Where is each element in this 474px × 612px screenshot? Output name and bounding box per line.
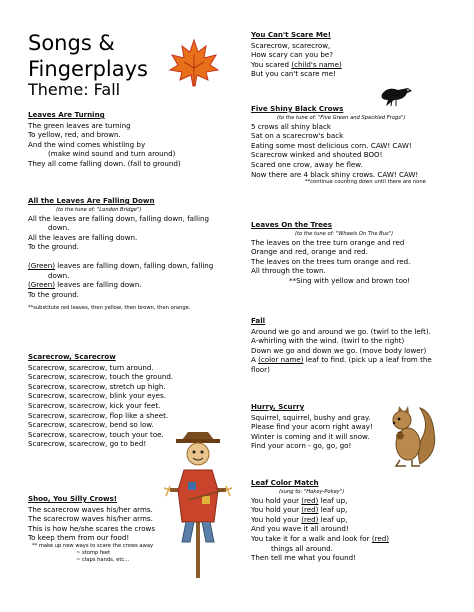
lyric-line: Winter is coming and it will snow.	[251, 431, 370, 441]
lyric-line	[251, 534, 389, 544]
heading: Leaf Color Match	[251, 478, 319, 487]
section-shoo-crows	[28, 494, 155, 564]
lyric-line: Scarecrow winked and shouted BOO!	[251, 150, 383, 160]
tune-note: (to the tune of: "Wheels On The Bus")	[295, 230, 394, 237]
section-five-crows	[251, 104, 426, 186]
heading: Scarecrow, Scarecrow	[28, 352, 116, 361]
blank: (red)	[301, 495, 319, 505]
lyric-text: You hold your	[251, 495, 302, 505]
note: ** make up new ways to scare the crows away	[32, 542, 154, 549]
lyric-line: Scarecrow, scarecrow, kick your feet.	[28, 400, 161, 410]
note: **Sing with yellow and brown too!	[289, 275, 411, 285]
lyric-line: They all come falling down. (fall to ground)	[28, 158, 181, 168]
lyric-line: Squirrel, squirrel, bushy and gray.	[251, 412, 371, 422]
heading: Five Shiny Black Crows	[251, 104, 344, 113]
lyric-text: You hold your	[251, 514, 302, 524]
lyric-line: To the ground.	[28, 242, 79, 252]
lyric-line: All the leaves are falling down, falling down, falling	[28, 213, 209, 223]
note: **substitute red leaves, then yellow, then brown, then orange.	[28, 305, 191, 312]
heading: Shoo, You Silly Crows!	[28, 494, 118, 503]
lyric-line	[251, 496, 389, 506]
heading: Fall	[251, 316, 266, 325]
blank: (red)	[301, 505, 319, 515]
lyric-line: This is how he/she scares the crows	[28, 523, 156, 533]
lyric-line: Scarecrow, scarecrow, blink your eyes.	[28, 391, 166, 401]
section-fall	[251, 316, 432, 375]
lyric-line	[251, 60, 342, 70]
lyric-line: floor)	[251, 364, 270, 374]
lyric-line: Scarecrow, scarecrow, bend so low.	[28, 420, 154, 430]
note: ~ stomp feet	[76, 549, 111, 556]
lyric-line: down.	[48, 270, 70, 280]
lyric-line: The scarecrow waves his/her arms.	[28, 514, 153, 524]
lyric-text: You hold your	[251, 505, 302, 515]
lyric-line	[28, 280, 213, 290]
section-all-leaves-falling	[28, 196, 213, 312]
heading: You Can't Scare Me!	[251, 30, 331, 39]
lyric-line: A-whirling with the wind. (twirl to the right)	[251, 336, 405, 346]
lyric-line: How scary can you be?	[251, 50, 333, 60]
lyric-line	[251, 505, 389, 515]
lyric-line: Then tell me what you found!	[251, 553, 356, 563]
lyric-line: The leaves on the tree turn orange and red	[251, 237, 405, 247]
lyric-text: You take it for a walk and look for	[251, 533, 372, 543]
lyric-line: Scarecrow, scarecrow, touch your toe.	[28, 429, 164, 439]
lyric-text: leaf to find. (pick up a leaf from the	[303, 355, 432, 365]
lyric-line: Sat on a scarecrow's back	[251, 131, 344, 141]
lyric-text: leaf up,	[318, 505, 348, 515]
lyric-text: leaf up,	[318, 514, 348, 524]
lyric-line: All the leaves are falling down.	[28, 232, 138, 242]
lyric-line: Now there are 4 black shiny crows. CAW! CAW!	[251, 169, 419, 179]
title-line-1: Songs &	[28, 31, 115, 55]
note: **continue counting down until there are none	[305, 179, 426, 186]
lyric-line	[251, 515, 389, 525]
blank: (Green)	[28, 260, 56, 270]
lyric-text: leaf up,	[318, 495, 348, 505]
lyric-line: things all around.	[271, 543, 333, 553]
title-line-2: Fingerplays	[28, 57, 148, 81]
lyric-line: And the wind comes whistling by	[28, 139, 146, 149]
lyric-line: Scarecrow, scarecrow, flop like a sheet.	[28, 410, 169, 420]
lyric-line: To keep them from our food!	[28, 533, 130, 543]
lyric-line: Scarecrow, scarecrow, stretch up high.	[28, 381, 166, 391]
blank: (Green)	[28, 280, 56, 290]
section-hurry-scurry	[251, 402, 373, 451]
lyric-line: Please find your acorn right away!	[251, 422, 373, 432]
heading: All the Leaves Are Falling Down	[28, 196, 155, 205]
lyric-line: The scarecrow waves his/her arms.	[28, 504, 153, 514]
lyric-text: leaves are falling down, falling down, falling	[55, 260, 214, 270]
lyric-line: down.	[48, 223, 70, 233]
lyric-line: To yellow, red, and brown.	[28, 130, 121, 140]
lyric-line: Scarecrow, scarecrow, turn around.	[28, 362, 154, 372]
lyric-line: All through the town.	[251, 266, 326, 276]
lyric-line: And you wave it all around!	[251, 524, 349, 534]
lyric-line: Orange and red, orange and red.	[251, 247, 368, 257]
lyric-line: (make wind sound and turn around)	[48, 149, 176, 159]
lyric-line: 5 crows all shiny black	[251, 121, 332, 131]
note: ~ claps hands, etc...	[76, 556, 130, 563]
lyric-line: But you can't scare me!	[251, 69, 336, 79]
heading: Leaves Are Turning	[28, 110, 105, 119]
section-cant-scare	[251, 30, 342, 79]
heading: Hurry, Scurry	[251, 402, 305, 411]
blank: (red)	[371, 533, 389, 543]
squirrel-image	[386, 398, 440, 468]
lyric-line: Eating some most delicious corn. CAW! CAW!	[251, 140, 412, 150]
lyric-line: Scared one crow, away he flew.	[251, 159, 363, 169]
blank: (color name)	[258, 355, 304, 365]
lyric-line: Scarecrow, scarecrow, touch the ground.	[28, 372, 174, 382]
lyric-line	[28, 261, 213, 271]
lyric-line: Scarecrow, scarecrow, go to bed!	[28, 439, 147, 449]
section-leaf-color	[251, 478, 389, 563]
section-leaves-trees	[251, 220, 410, 286]
lyric-line: To the ground.	[28, 289, 79, 299]
lyric-text: You scared	[251, 59, 292, 69]
lyric-line	[251, 355, 432, 365]
section-scarecrow	[28, 352, 173, 449]
tune-note: (to the tune of: "London Bridge")	[56, 206, 142, 213]
tune-note: (to the tune of: "Five Green and Speckled Frogs")	[277, 114, 406, 121]
lyric-text: leaves are falling down.	[55, 280, 142, 290]
lyric-line: The green leaves are turning	[28, 120, 131, 130]
section-leaves-turning	[28, 110, 181, 169]
maple-leaf-icon	[168, 38, 220, 88]
lyric-line: Around we go and around we go. (twirl to the left).	[251, 326, 431, 336]
lyric-text: A	[251, 355, 259, 365]
scarecrow-image	[164, 430, 232, 580]
lyric-line: Down we go and down we go. (move body lower)	[251, 345, 427, 355]
lyric-line: The leaves on the trees turn orange and red.	[251, 256, 411, 266]
theme-title: Theme: Fall	[28, 80, 121, 99]
tune-note: (sung to: "Hokey-Pokey")	[279, 488, 345, 495]
lyric-line: Find your acorn - go, go, go!	[251, 441, 352, 451]
blank: (child's name)	[291, 59, 342, 69]
lyric-line: Scarecrow, scarecrow,	[251, 40, 331, 50]
heading: Leaves On the Trees	[251, 220, 332, 229]
blank: (red)	[301, 514, 319, 524]
